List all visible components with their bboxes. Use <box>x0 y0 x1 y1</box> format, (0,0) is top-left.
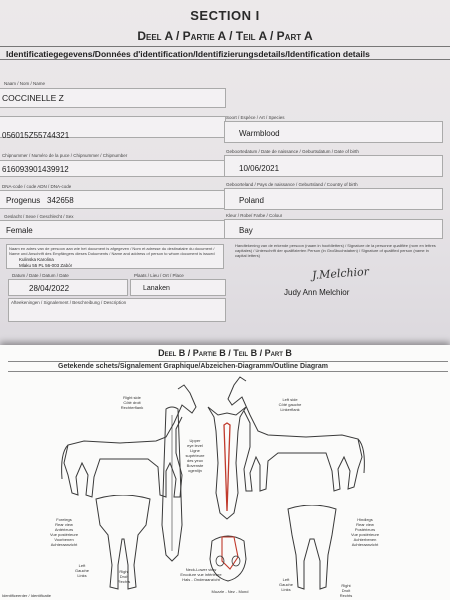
identification-header: Identificatiegegevens/Données d'identification/Identifizierungsdetails/Identification details <box>0 46 450 60</box>
chip-label: Chipnummer / Numéro de la puce / Chipnummer / Chipnumber <box>2 153 128 158</box>
country-field <box>224 188 443 210</box>
colour-label: Kleur / Robe/ Farbe / Colour <box>226 213 283 218</box>
species-label: Soort / Espèce / Art / Species <box>226 115 285 120</box>
dob-field <box>224 155 443 177</box>
place-label: Plaats / Lieu / Ort / Place <box>134 273 184 278</box>
document-page-outline-diagram <box>0 345 450 600</box>
colour-value: Bay <box>239 226 253 235</box>
part-a-title: Deel A / Partie A / Teil A / Part A <box>137 29 313 43</box>
country-value: Poland <box>239 196 264 205</box>
signature-label: Handtekening van de erkende persoon (naam in hoofdletters) / Signature de la personne qualifiée (nom en lettres capitales) / Unterschrift der qualifizierten Person (in Großbuchstaben) / Signature of qualified person (name in capital letters) <box>235 243 436 258</box>
name-field <box>0 88 226 108</box>
outline-diagram-header: Getekende schets/Signalement Graphique/Abzeichen-Diagramm/Outline Diagram <box>8 361 448 372</box>
section-title: SECTION I <box>190 8 260 23</box>
species-field <box>224 121 443 143</box>
dna-number: 342658 <box>47 196 74 205</box>
label-right-fore: Right Droit Rechts <box>117 569 131 584</box>
horse-name: COCCINELLE Z <box>2 93 64 103</box>
owner-name: Kulinska Karolina <box>19 257 54 262</box>
nostril-left <box>216 556 224 566</box>
country-label: Geboorteland / Pays de naissance / Geburtsland / Country of birth <box>226 182 358 187</box>
label-hindlegs: Hindlegs Rear view Postérieurs Vue postérieure Achterbenen Achteraanzicht <box>350 517 380 547</box>
label-forelegs: Forelegs Rear view Antérieurs Vue postérieure Voorbenen Achteraanzicht <box>49 517 79 547</box>
species-value: Warmblood <box>239 129 280 138</box>
signature-field <box>232 240 443 298</box>
dna-lab: Progenus <box>6 196 41 205</box>
date-value: 28/04/2022 <box>29 284 70 293</box>
label-left-side: Left side Côté gauche Linkerflank <box>278 397 302 412</box>
signatory-name: Judy Ann Melchior <box>284 288 350 297</box>
ueln-field <box>0 116 226 138</box>
owner-address: Mlaku 55 PL 56-003 Zabór <box>19 263 73 268</box>
chip-value: 616093901439912 <box>2 165 69 174</box>
part-b-title: Deel B / Partie B / Teil B / Part B <box>158 348 292 358</box>
label-neck: Neck-Lower view Encolure vue inférieure Hals - Onderaanzicht <box>180 567 222 582</box>
place-field <box>130 279 226 296</box>
chip-field <box>0 160 226 177</box>
dob-value: 10/06/2021 <box>239 164 280 173</box>
dna-label: DNA-code / code ADN / DNA-code <box>2 184 72 189</box>
muzzle-marking <box>222 537 238 569</box>
dob-label: Geboortedatum / Date de naissance / Geburtsdatum / Date of birth <box>226 149 359 154</box>
remarks-field <box>8 298 226 322</box>
owner-label: Naam en adres van de persoon aan wie het document is afgegeven / Nom et adresse du destinataire du document / Name und Anschrift des Empfängers dieses Dokuments / Name and address of person to whom document is issued <box>9 246 215 256</box>
colour-field <box>224 219 443 239</box>
dna-field <box>0 190 226 209</box>
signature-scrawl: J.Melchior <box>311 265 370 282</box>
identifier-label: Identificeerder / Identificatie <box>2 593 51 598</box>
label-left-hind: Left Gauche Links <box>278 577 293 592</box>
neck-lower-outline <box>160 405 184 565</box>
date-field <box>8 279 128 296</box>
place-value: Lanaken <box>143 285 170 292</box>
remarks-label: Afteekeningen / Signalement / Beschreibung / Description <box>11 300 127 305</box>
label-right-hind: Right Droit Rechts <box>339 583 353 598</box>
sex-field <box>0 220 226 239</box>
label-right-side: Right side Côté droit Rechterflank <box>120 395 144 410</box>
name-label: Naam / Nom / Name <box>4 81 46 86</box>
nostril-right <box>232 556 240 566</box>
sex-label: Geslacht / Sexe / Geschlecht / Sex <box>4 214 74 219</box>
owner-field <box>6 244 224 269</box>
ueln-value: 056015Z55744321 <box>2 131 70 140</box>
date-label: Datum / Date / Datum / Date <box>12 273 69 278</box>
label-upper-eye: Upper eye level Ligne supérieure des yeux Bovenste ogenlijn <box>185 438 205 473</box>
label-muzzle: Muzzle - Nez - Mond <box>211 589 249 594</box>
sex-value: Female <box>6 226 33 235</box>
label-left-fore: Left Gauche Links <box>74 563 89 578</box>
blaze-marking <box>224 423 230 511</box>
